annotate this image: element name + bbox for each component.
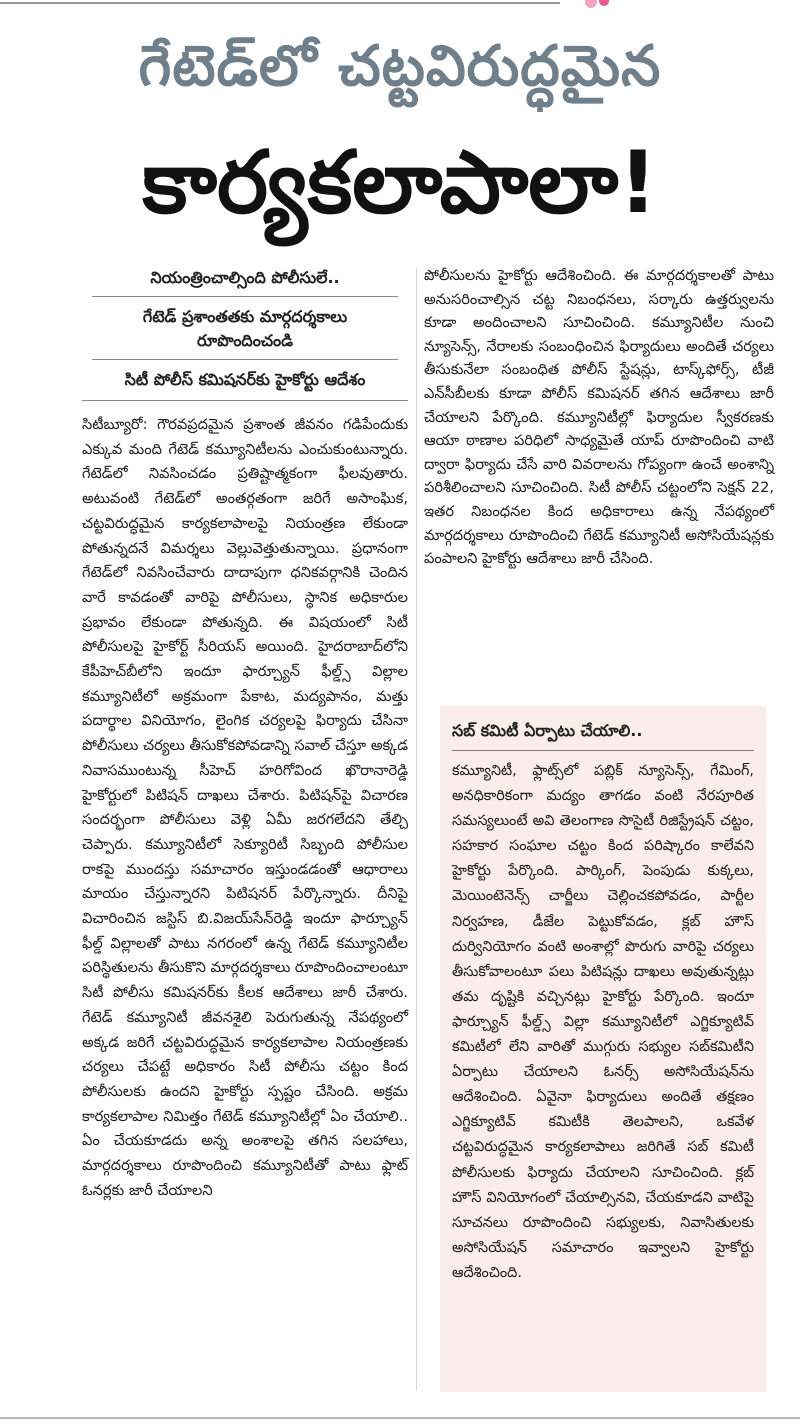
article-body-right: పోలీసులను హైకోర్టు ఆదేశించింది. ఈ మార్గదర్శకాలతో పాటు అనుసరించాల్సిన చట్ట నిబంధనలు, సర్కారు ఉత్తర్వులను కూడా అందించాలని సూచించింది. కమ్యూనిటీల నుంచి న్యూసెన్స్, నేరాలకు సంబంధించిన ఫిర్యాదులు అందితే చర్యలు తీసుకునేలా సంబంధిత పోలీస్ స్టేషన్లు, టాస్క్‌ఫోర్స్, టీజీ ఎన్‌సీబీలకు కూడా పోలీస్ కమిషనర్ తగిన ఆదేశాలు జారీ చేయాలని పేర్కొంది. కమ్యూనిటీల్లో ఫిర్యాదుల స్వీకరణకు ఆయా ఠాణాల పరిధిలో సాధ్యమైతే యాప్ రూపొందించి వాటి ద్వారా ఫిర్యాదు చేసే వారి వివరాలను గోప్యంగా ఉంచే అంశాన్ని పరిశీలించాలని సూచించింది. సిటీ పోలీస్ చట్టంలోని సెక్షన్ 22, ఇతర నిబంధనల కింద అధికారాలు ఉన్న నేపథ్యంలో మార్గదర్శకాలు రూపొందించి గేటెడ్ కమ్యూనిటీ అసోసియేషన్లకు పంపాలని హైకోర్టు ఆదేశాలు జారీ చేసింది. [424, 267, 774, 568]
headline-line-2: కార్యకలాపాలా! [142, 133, 658, 233]
subhead-guidelines-line2: రూపొందించండి [92, 329, 398, 360]
right-column [424, 264, 774, 571]
pink-mark-dark [599, 0, 609, 6]
subhead-police-control: నియంత్రించాల్సింది పోలీసులే.. [92, 264, 398, 297]
box-body: కమ్యూనిటీ, ఫ్లాట్స్‌లో పబ్లిక్ న్యూసెన్స్, గేమింగ్, అనధికారికంగా మద్యం తాగడం వంటి నేరపూరిత సమస్యలుంటే అవి తెలంగాణ సొసైటీ రిజిస్ట్రేషన్ చట్టం, సహకార సంఘాల చట్టం కింద పరిష్కారం కాలేవని హైకోర్టు పేర్కొంది. పార్కింగ్, పెంపుడు కుక్కలు, మెయింటెనెన్స్ చార్జీలు చెల్లించకపోవడం, పార్టీల నిర్వహణ, డీజేల పెట్టుకోవడం, క్లబ్ హౌస్ దుర్వినియోగం వంటి అంశాల్లో పొరుగు వారిపై చర్యలు తీసుకోవాలంటూ పలు పిటిషన్లు దాఖలు అవుతున్నట్లు తమ దృష్టికి వచ్చినట్లు హైకోర్టు పేర్కొంది. ఇందూ ఫార్చ్యూన్ ఫీల్డ్స్ విల్లా కమ్యూనిటీలో ఎగ్జిక్యూటివ్ కమిటీలో లేని వారితో ముగ్గురు సభ్యుల సబ్‌కమిటీని ఏర్పాటు చేయాలని ఓనర్స్ అసోసియేషన్‌ను ఆదేశించింది. ఏవైనా ఫిర్యాదులు అందితే తక్షణం ఎగ్జిక్యూటివ్ కమిటీకి తెలపాలని, ఒకవేళ చట్టవిరుద్ధమైన కార్యకలాపాలు జరిగితే సబ్ కమిటీ పోలీసులకు ఫిర్యాదు చేయాలని సూచించింది. క్లబ్ హౌస్ వినియోగంలో చేయాల్సినవి, చేయకూడని వాటిపై సూచనలు రూపొందించి సభ్యులకు, నివాసితులకు అసోసియేషన్ సమాచారం ఇవ్వాలని హైకోర్టు ఆదేశించింది. [452, 763, 754, 1281]
box-title: సబ్ కమిటీ ఏర్పాటు చేయాలి.. [452, 718, 754, 751]
subhead-highcourt-order: సిటీ పోలీస్ కమిషనర్‌కు హైకోర్టు ఆదేశం [82, 360, 408, 401]
headline-line-1: గేటెడ్‌లో చట్టవిరుద్ధమైన [138, 34, 662, 99]
bottom-rule [0, 1417, 800, 1419]
left-column [82, 264, 408, 1204]
pink-mark [585, 0, 597, 8]
article-body-left: సిటీబ్యూరో: గౌరవప్రదమైన ప్రశాంత జీవనం గడిపేందుకు ఎక్కువ మంది గేటెడ్ కమ్యూనిటీలను ఎంచుకుంటున్నారు. గేటెడ్‌లో నివసించడం ప్రతిష్టాత్మకంగా ఫీలవుతారు. అటువంటి గేటెడ్‌లో అంతర్గతంగా జరిగే అసాంఘిక, చట్టవిరుద్ధమైన కార్యకలాపాలపై నియంత్రణ లేకుండా పోతున్నదనే విమర్శలు వెల్లువెత్తుతున్నాయి. ప్రధానంగా గేటెడ్‌లో నివసించేవారు దాదాపుగా ధనికవర్గానికి చెందిన వారే కావడంతో వారిపై పోలీసులు, స్థానిక అధికారుల ప్రభావం లేకుండా పోతున్నది. ఈ విషయంలో సిటీ పోలీసులపై హైకోర్ట్ సీరియస్ అయింది. హైదరాబాద్‌లోని కేపీహెచ్‌బీలోని ఇందూ ఫార్చ్యూన్ ఫీల్డ్స్ విల్లాల కమ్యూనిటీలో అక్రమంగా పేకాట, మద్యపానం, మత్తు పదార్థాల వినియోగం, లైంగిక చర్యలపై ఫిర్యాదు చేసినా పోలీసులు చర్యలు తీసుకోకపోవడాన్ని సవాల్ చేస్తూ అక్కడ నివాసముంటున్న సీహెచ్ హరిగోవింద ఖొరానారెడ్డి హైకోర్టులో పిటిషన్ దాఖలు చేశారు. పిటిషన్‌పై విచారణ సందర్భంగా పోలీసులు వెళ్లి ఏమీ జరగలేదని తేల్చి చెప్పారు. కమ్యూనిటీలో సెక్యూరిటీ సిబ్బంది పోలీసుల రాకపై ముందస్తు సమాచారం ఇస్తుండడంతో ఆధారాలు మాయం చేస్తున్నారని పిటిషనర్ పేర్కొన్నారు. దీనిపై విచారించిన జస్టిస్ బి.విజయ్‌సేన్‌రెడ్డి ఇందూ ఫార్చ్యూన్ ఫీల్డ్ విల్లాలతో పాటు నగరంలో ఉన్న గేటెడ్ కమ్యూనిటీల పరిస్థితులను తీసుకొని మార్గదర్శకాలు రూపొందించాలంటూ సిటీ పోలీసు కమిషనర్‌కు కీలక ఆదేశాలు జారీ చేశారు. గేటెడ్ కమ్యూనిటీ జీవనశైలి పెరుగుతున్న నేపథ్యంలో అక్కడ జరిగే చట్టవిరుద్ధమైన కార్యకలాపాల నియంత్రణకు చర్యలు చేపట్టే అధికారం సిటీ పోలీసు చట్టం కింద పోలీసులకు ఉందని హైకోర్టు స్పష్టం చేసింది. అక్రమ కార్యకలాపాల నిమిత్తం గేటెడ్ కమ్యూనిటీల్లో ఏం చేయాలి.. ఏం చేయకూడదు అన్న అంశాలపై తగిన సలహాలు, మార్గదర్శకాలు రూపొందించి కమ్యూనిటీతో పాటు ఫ్లాట్ ఓనర్లకు జారీ చేయాలని [82, 416, 408, 1199]
subhead-guidelines-line1: గేటెడ్ ప్రశాంతతకు మార్గదర్శకాలు [142, 307, 348, 326]
sidebar-box-subcommittee [440, 706, 766, 1392]
column-divider [416, 268, 417, 1390]
top-gray-line [0, 2, 560, 4]
top-rule [0, 0, 800, 6]
